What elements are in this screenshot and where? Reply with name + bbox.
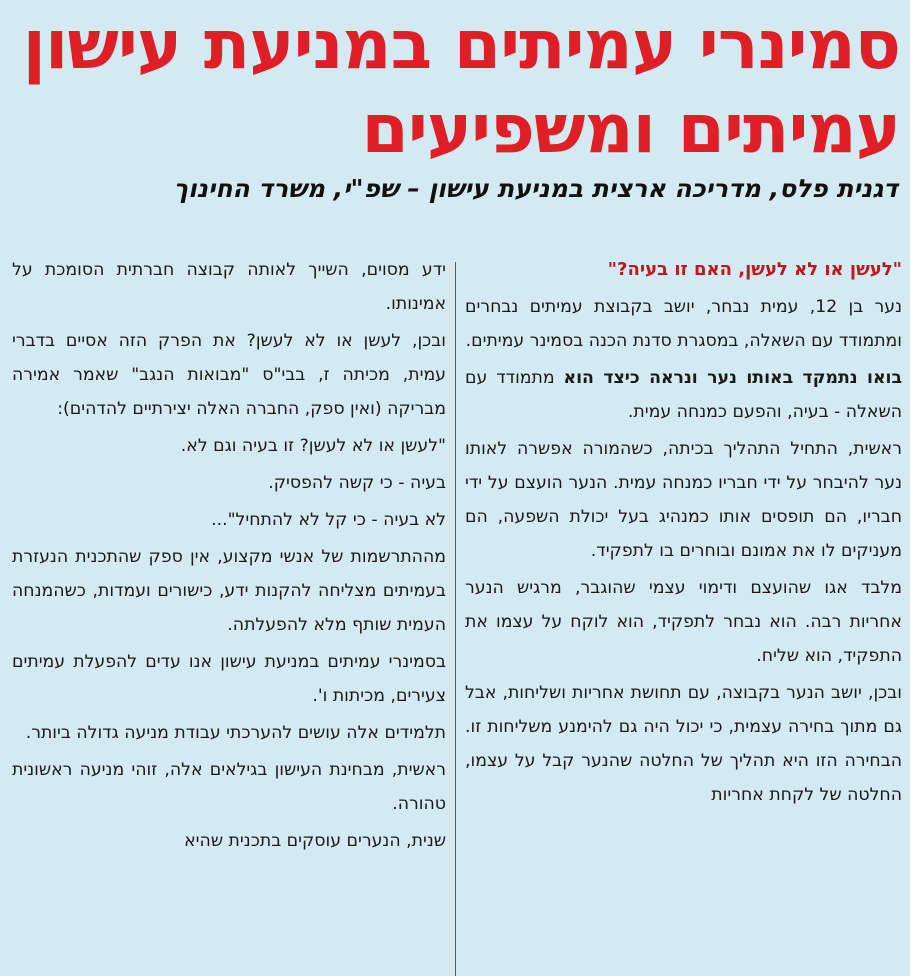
article-byline: דגנית פלס, מדריכה ארצית במניעת עישון – שפ"י, משרד החינוך: [173, 174, 898, 203]
quote-line: לא בעיה - כי קל לא להתחיל"...: [211, 510, 446, 530]
paragraph: מההתרשמות של אנשי מקצוע, אין ספק שהתכנית הנעזרת בעמיתים מצליחה להקנות ידע, כישורים ועמדות, כשהמנחה העמית שותף מלא להפעלתה.: [12, 547, 446, 635]
quote-line: בעיה - כי קשה להפסיק.: [268, 473, 446, 493]
paragraph: נער בן 12, עמית נבחר, יושב בקבוצת עמיתים נבחרים ומתמודד עם השאלה, במסגרת סדנת הכנה בסמינר עמיתים.: [465, 297, 902, 351]
paragraph: ובכן, לעשן או לא לעשן? את הפרק הזה אסיים בדברי עמית, מכיתה ז, בבי"ס "מבואות הנגב" שאמר אמירה מבריקה (ואין ספק, החברה האלה יצירתיים להדהים):: [12, 331, 446, 419]
paragraph-text: מתמודד עם השאלה - בעיה, והפעם כמנחה עמית.: [465, 368, 902, 422]
quote-line: "לעשן או לא לעשן? זו בעיה וגם לא.: [180, 436, 446, 456]
paragraph: מלבד אגו שהועצם ודימוי עצמי שהוגבר, מרגיש הנער אחריות רבה. הוא נבחר לתפקיד, הוא לוקח על עצמו את התפקיד, הוא שליח.: [465, 578, 902, 666]
paragraph: תלמידים אלה עושים להערכתי עבודת מניעה גדולה ביותר.: [25, 723, 446, 743]
paragraph: שנית, הנערים עוסקים בתכנית שהיא: [184, 831, 446, 851]
bold-lead: בואו נתמקד באותו נער ונראה כיצד הוא: [563, 368, 902, 388]
paragraph: ידע מסוים, השייך לאותה קבוצה חברתית הסומכת על אמינותו.: [12, 260, 446, 314]
paragraph: ראשית, מבחינת העישון בגילאים אלה, זוהי מניעה ראשונית טהורה.: [12, 760, 446, 814]
headline-line-2: עמיתים ומשפיעים: [361, 90, 900, 169]
article-headline: [8, 4, 900, 172]
column-left: [12, 253, 446, 976]
section-subhead: "לעשן או לא לעשן, האם זו בעיה?": [607, 259, 902, 280]
column-right: [465, 253, 902, 976]
headline-line-1: סמינרי עמיתים במניעת עישון: [22, 6, 900, 85]
column-divider: [455, 262, 456, 976]
paragraph: [465, 361, 902, 429]
paragraph: ובכן, יושב הנער בקבוצה, עם תחושת אחריות ושליחות, אבל גם מתוך בחירה עצמית, כי יכול היה גם להימנע משליחות זו. הבחירה הזו היא תהליך של החלטה שהנער קבל על עצמו, החלטה של לקחת אחריות: [465, 683, 902, 805]
paragraph: ראשית, התחיל התהליך בכיתה, כשהמורה אפשרה לאותו נער להיבחר על ידי חבריו כמנחה עמית. הנער הועצם על ידי חבריו, הם תופסים אותו כמנהיג בעל יכולת השפעה, הם מעניקים לו את אמונם ובוחרים בו לתפקיד.: [465, 439, 902, 561]
paragraph: בסמינרי עמיתים במניעת עישון אנו עדים להפעלת עמיתים צעירים, מכיתות ו'.: [12, 652, 446, 706]
